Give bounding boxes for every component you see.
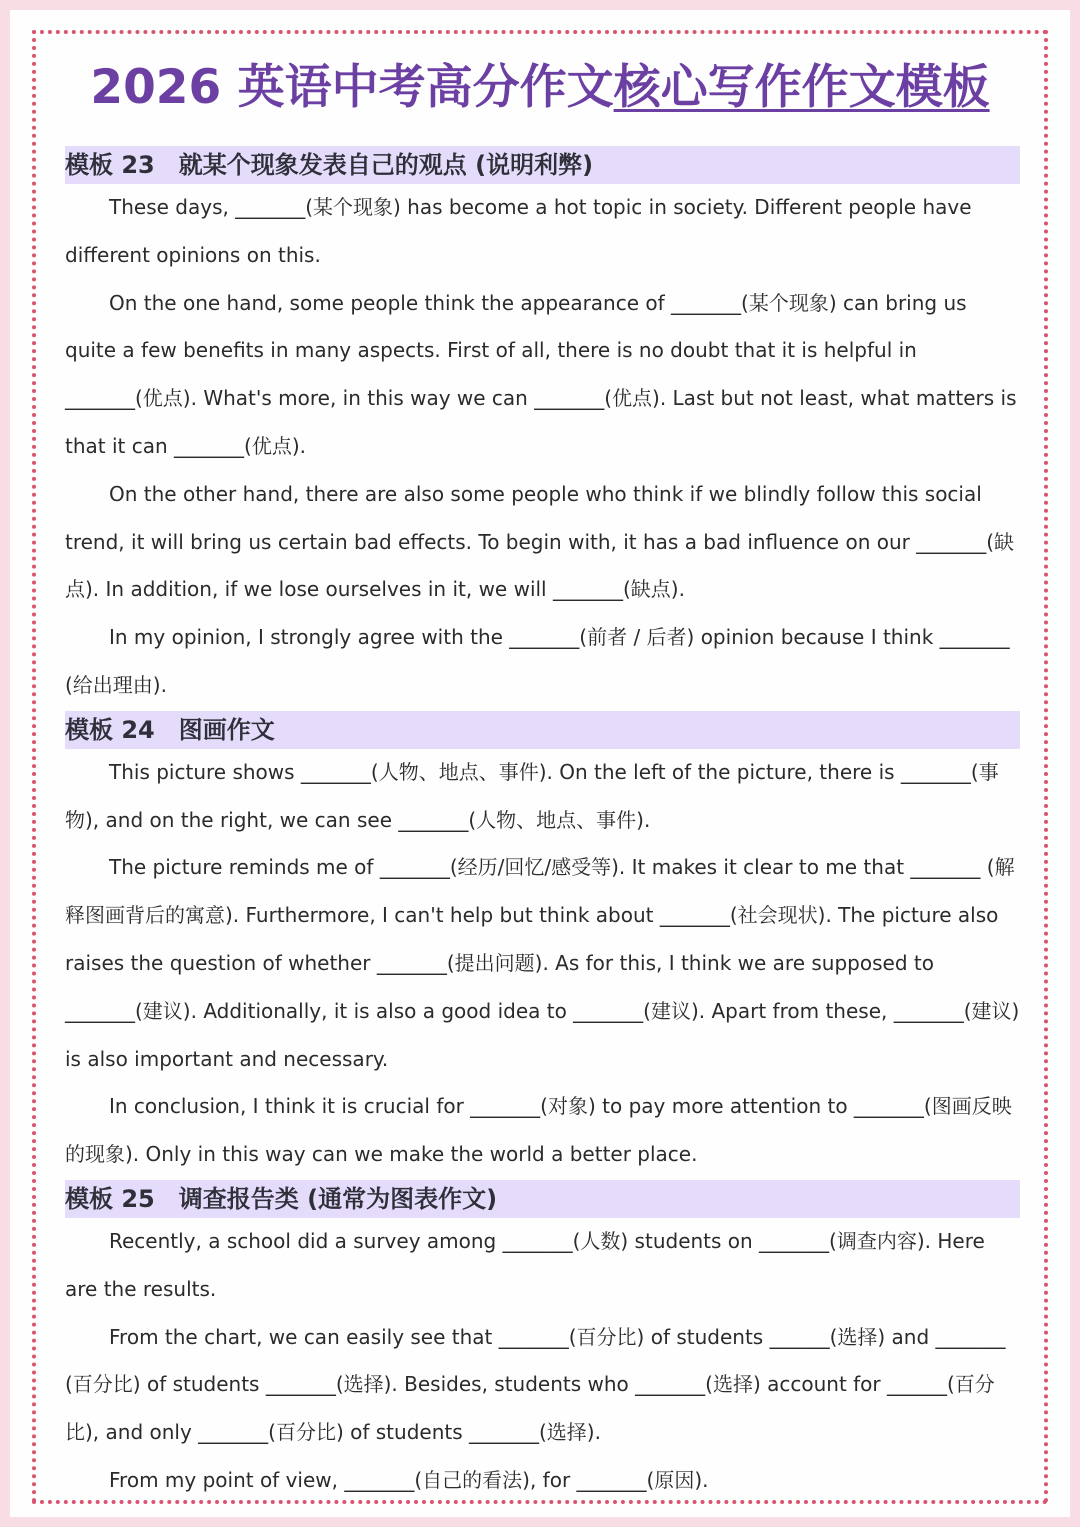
paragraph: On the other hand, there are also some people who think if we blindly follow this social trend, it will bring us certain bad effects. To begin with, it has a bad influence on our _______(缺点). In addition, if we lose ourselves in it, we will _______(缺点).: [65, 481, 1015, 602]
section-heading: 模板 23 就某个现象发表自己的观点 (说明利弊): [65, 146, 1020, 184]
paragraph: From my point of view, _______(自己的看法), for _______(原因).: [109, 1467, 709, 1492]
section-template-24: [65, 711, 1020, 1179]
title-underlined: 核心写作作文模板: [613, 60, 990, 115]
paragraph: From the chart, we can easily see that _______(百分比) of students ______(选择) and _______ (百分比) of students _______(选择). Besides, students who _______(选择) account for ______(百分比), and only _______(百分比) of students _______(选择).: [65, 1324, 1006, 1445]
paragraph: On the one hand, some people think the appearance of _______(某个现象) can bring us quite a few benefits in many aspects. First of all, there is no doubt that it is helpful in _______(优点). What's more, in this way we can _______(优点). Last but not least, what matters is that it can _______(优点).: [65, 290, 1017, 458]
page-title: [0, 62, 1080, 114]
section-body: [65, 184, 1020, 710]
section-template-25: [65, 1180, 1020, 1505]
paragraph: Recently, a school did a survey among _______(人数) students on _______(调查内容). Here are the results.: [65, 1228, 985, 1301]
paragraph: These days, _______(某个现象) has become a hot topic in society. Different people have different opinions on this.: [65, 195, 972, 267]
section-heading: 模板 25 调查报告类 (通常为图表作文): [65, 1180, 1020, 1218]
paragraph: In conclusion, I think it is crucial for _______(对象) to pay more attention to _______(图画反映的现象). Only in this way can we make the world a better place.: [65, 1094, 1012, 1167]
section-body: [65, 749, 1020, 1179]
content: [65, 146, 1020, 1505]
section-body: [65, 1218, 1020, 1505]
section-heading: 模板 24 图画作文: [65, 711, 1020, 749]
title-plain: 2026 英语中考高分作文: [90, 60, 614, 115]
section-template-23: [65, 146, 1020, 710]
paragraph: In my opinion, I strongly agree with the _______(前者 / 后者) opinion because I think _______ (给出理由).: [65, 625, 1010, 697]
paragraph: The picture reminds me of _______(经历/回忆/感受等). It makes it clear to me that _______ (解释图画背后的寓意). Furthermore, I can't help but think about _______(社会现状). The picture also raises the question of whether _______(提出问题). As for this, I think we are supposed to _______(建议). Additionally, it is also a good idea to _______(建议). Apart from these, _______(建议) is also important and necessary.: [65, 855, 1020, 1071]
paragraph: This picture shows _______(人物、地点、事件). On the left of the picture, there is _______(事物), and on the right, we can see _______(人物、地点、事件).: [65, 759, 999, 832]
